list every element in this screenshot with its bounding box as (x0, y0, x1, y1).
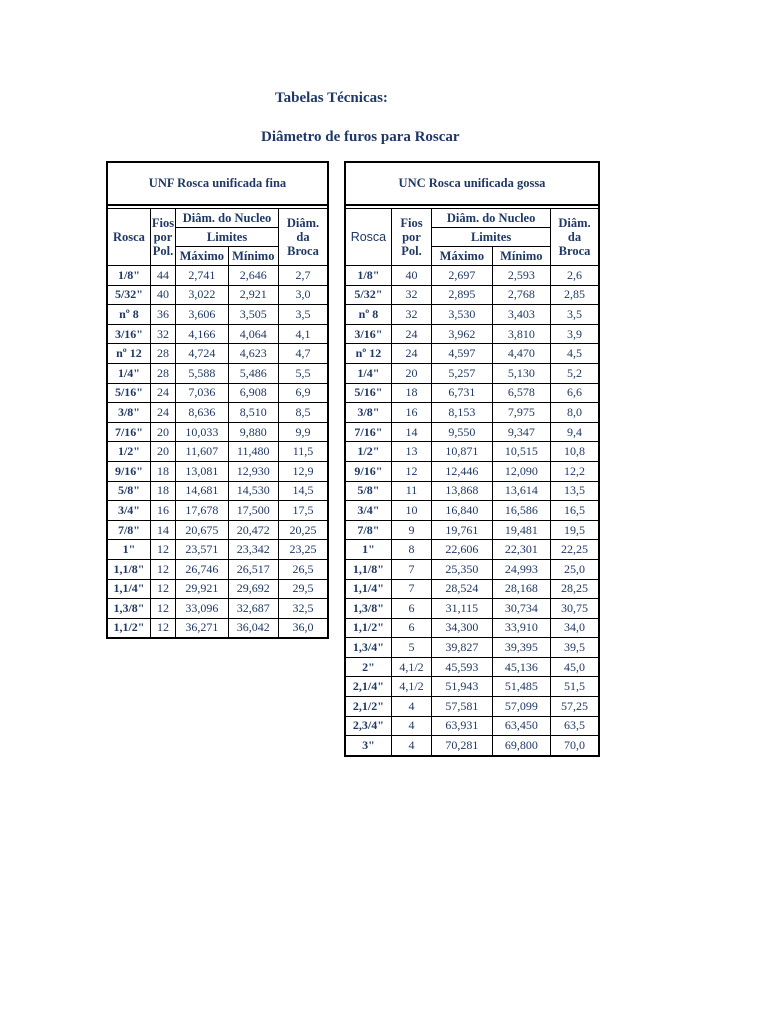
unf-cell-maximo: 14,681 (176, 481, 228, 501)
unc-cell-fios: 4 (391, 736, 431, 756)
unc-cell-fios: 7 (391, 579, 431, 599)
unc-cell-broca: 39,5 (551, 638, 599, 658)
unf-cell-broca: 8,5 (279, 403, 329, 423)
unf-cell-maximo: 20,675 (176, 520, 228, 540)
unf-cell-rosca: 3/8" (107, 403, 150, 423)
unc-cell-minimo: 24,993 (492, 559, 550, 579)
unf-cell-maximo: 2,741 (176, 266, 228, 286)
unc-cell-rosca: 7/16" (345, 422, 391, 442)
unc-cell-maximo: 9,550 (432, 422, 492, 442)
unc-header-rosca: Rosca (345, 209, 391, 266)
unc-cell-minimo: 63,450 (492, 716, 550, 736)
unc-cell-fios: 32 (391, 285, 431, 305)
unc-cell-broca: 51,5 (551, 677, 599, 697)
unc-cell-broca: 3,9 (551, 324, 599, 344)
unc-cell-rosca: 1,3/4" (345, 638, 391, 658)
unc-cell-fios: 40 (391, 266, 431, 286)
unf-cell-broca: 17,5 (279, 501, 329, 521)
unf-cell-maximo: 4,166 (176, 324, 228, 344)
unf-cell-minimo: 32,687 (228, 599, 278, 619)
unf-cell-broca: 5,5 (279, 363, 329, 383)
unf-cell-maximo: 3,022 (176, 285, 228, 305)
unf-cell-minimo: 9,880 (228, 422, 278, 442)
table-row (345, 736, 599, 756)
unc-cell-broca: 3,5 (551, 305, 599, 325)
unf-cell-rosca: 5/16" (107, 383, 150, 403)
unc-cell-broca: 2,85 (551, 285, 599, 305)
table-row (345, 638, 599, 658)
unf-cell-broca: 12,9 (279, 461, 329, 481)
unc-cell-minimo: 33,910 (492, 618, 550, 638)
table-row (107, 540, 328, 560)
unf-cell-fios: 12 (150, 618, 175, 638)
unf-cell-broca: 26,5 (279, 559, 329, 579)
unc-cell-fios: 6 (391, 618, 431, 638)
unf-header-minimo: Mínimo (228, 247, 278, 266)
table-row (107, 383, 328, 403)
unf-cell-rosca: 5/8" (107, 481, 150, 501)
unf-cell-rosca: 7/8" (107, 520, 150, 540)
unc-cell-fios: 32 (391, 305, 431, 325)
unf-cell-fios: 40 (150, 285, 175, 305)
unf-header-broca: Diâm. da Broca (279, 209, 329, 266)
unf-cell-maximo: 3,606 (176, 305, 228, 325)
unc-cell-maximo: 19,761 (432, 520, 492, 540)
unf-cell-rosca: 9/16" (107, 461, 150, 481)
unf-cell-rosca: 1,1/4" (107, 579, 150, 599)
table-row (345, 481, 599, 501)
unf-cell-broca: 32,5 (279, 599, 329, 619)
unc-cell-rosca: 5/16" (345, 383, 391, 403)
unc-cell-maximo: 57,581 (432, 697, 492, 717)
table-row (107, 559, 328, 579)
table-row (107, 324, 328, 344)
table-row (345, 540, 599, 560)
unc-cell-rosca: 3" (345, 736, 391, 756)
unf-cell-maximo: 5,588 (176, 363, 228, 383)
unf-cell-rosca: 3/16" (107, 324, 150, 344)
unc-cell-maximo: 2,697 (432, 266, 492, 286)
unc-cell-maximo: 22,606 (432, 540, 492, 560)
unc-cell-broca: 19,5 (551, 520, 599, 540)
unf-cell-fios: 28 (150, 363, 175, 383)
unf-cell-maximo: 13,081 (176, 461, 228, 481)
table-row (107, 579, 328, 599)
unc-cell-maximo: 4,597 (432, 344, 492, 364)
table-row (345, 344, 599, 364)
unc-cell-rosca: 3/4" (345, 501, 391, 521)
table-row (107, 599, 328, 619)
table-row (107, 422, 328, 442)
unc-cell-minimo: 13,614 (492, 481, 550, 501)
table-row (345, 657, 599, 677)
unf-header-maximo: Máximo (176, 247, 228, 266)
table-row (107, 403, 328, 423)
unc-header-broca: Diâm. da Broca (551, 209, 599, 266)
unc-cell-minimo: 22,301 (492, 540, 550, 560)
unf-cell-rosca: 1/8" (107, 266, 150, 286)
unc-cell-rosca: 1,1/8" (345, 559, 391, 579)
unc-cell-fios: 5 (391, 638, 431, 658)
unf-table-caption: UNF Rosca unificada fina (107, 162, 328, 205)
unc-cell-rosca: 1,3/8" (345, 599, 391, 619)
table-row (345, 305, 599, 325)
unf-cell-broca: 9,9 (279, 422, 329, 442)
table-row (345, 383, 599, 403)
table-row (345, 461, 599, 481)
unc-cell-rosca: 3/8" (345, 403, 391, 423)
unf-cell-broca: 2,7 (279, 266, 329, 286)
unf-cell-minimo: 26,517 (228, 559, 278, 579)
table-row (345, 422, 599, 442)
unf-cell-rosca: 1" (107, 540, 150, 560)
unf-cell-rosca: 1/4" (107, 363, 150, 383)
unc-cell-fios: 4 (391, 716, 431, 736)
unc-cell-rosca: 7/8" (345, 520, 391, 540)
unc-cell-maximo: 39,827 (432, 638, 492, 658)
unf-header-nucleo: Diâm. do Nucleo (176, 209, 279, 228)
unc-cell-maximo: 2,895 (432, 285, 492, 305)
table-row (345, 442, 599, 462)
unc-cell-minimo: 16,586 (492, 501, 550, 521)
unf-cell-rosca: nº 12 (107, 344, 150, 364)
unc-cell-rosca: 1,1/4" (345, 579, 391, 599)
unf-cell-minimo: 3,505 (228, 305, 278, 325)
unc-cell-broca: 25,0 (551, 559, 599, 579)
unc-cell-rosca: 2,1/2" (345, 697, 391, 717)
table-row (107, 305, 328, 325)
unc-cell-maximo: 45,593 (432, 657, 492, 677)
unf-cell-minimo: 12,930 (228, 461, 278, 481)
table-row (107, 363, 328, 383)
unf-cell-minimo: 17,500 (228, 501, 278, 521)
unf-cell-broca: 6,9 (279, 383, 329, 403)
unc-cell-broca: 57,25 (551, 697, 599, 717)
unc-cell-broca: 12,2 (551, 461, 599, 481)
unc-cell-minimo: 45,136 (492, 657, 550, 677)
unc-cell-maximo: 16,840 (432, 501, 492, 521)
unf-cell-broca: 14,5 (279, 481, 329, 501)
unf-cell-rosca: 5/32" (107, 285, 150, 305)
unc-cell-maximo: 12,446 (432, 461, 492, 481)
unc-cell-maximo: 8,153 (432, 403, 492, 423)
table-row (107, 618, 328, 638)
unf-cell-rosca: 7/16" (107, 422, 150, 442)
unc-cell-maximo: 5,257 (432, 363, 492, 383)
unf-cell-maximo: 11,607 (176, 442, 228, 462)
unc-cell-minimo: 9,347 (492, 422, 550, 442)
unc-cell-maximo: 10,871 (432, 442, 492, 462)
unc-cell-minimo: 2,768 (492, 285, 550, 305)
unc-cell-rosca: 5/8" (345, 481, 391, 501)
unf-cell-maximo: 7,036 (176, 383, 228, 403)
unf-cell-fios: 14 (150, 520, 175, 540)
table-row (107, 266, 328, 286)
unf-table-body (107, 266, 328, 639)
unf-cell-rosca: 1,1/2" (107, 618, 150, 638)
unf-cell-broca: 4,1 (279, 324, 329, 344)
unf-thread-table (106, 161, 329, 639)
unc-cell-rosca: 1/4" (345, 363, 391, 383)
unf-cell-rosca: 1,1/8" (107, 559, 150, 579)
unf-cell-rosca: 1,3/8" (107, 599, 150, 619)
unc-cell-maximo: 6,731 (432, 383, 492, 403)
unf-cell-broca: 4,7 (279, 344, 329, 364)
table-row (107, 442, 328, 462)
unc-cell-maximo: 3,530 (432, 305, 492, 325)
unc-cell-fios: 9 (391, 520, 431, 540)
table-row (345, 559, 599, 579)
unc-cell-minimo: 5,130 (492, 363, 550, 383)
unc-cell-broca: 8,0 (551, 403, 599, 423)
unc-cell-fios: 16 (391, 403, 431, 423)
page-subtitle: Diâmetro de furos para Roscar (261, 129, 460, 145)
unc-cell-broca: 2,6 (551, 266, 599, 286)
unc-cell-broca: 13,5 (551, 481, 599, 501)
unc-cell-fios: 4,1/2 (391, 677, 431, 697)
unf-cell-minimo: 6,908 (228, 383, 278, 403)
unf-cell-fios: 44 (150, 266, 175, 286)
unf-cell-fios: 16 (150, 501, 175, 521)
unc-cell-minimo: 4,470 (492, 344, 550, 364)
unc-cell-broca: 45,0 (551, 657, 599, 677)
unc-cell-broca: 63,5 (551, 716, 599, 736)
unc-cell-fios: 7 (391, 559, 431, 579)
unf-cell-rosca: 1/2" (107, 442, 150, 462)
unf-cell-fios: 18 (150, 461, 175, 481)
unf-header-limites: Limites (176, 228, 279, 247)
unc-cell-minimo: 7,975 (492, 403, 550, 423)
table-row (107, 481, 328, 501)
unc-cell-rosca: 1,1/2" (345, 618, 391, 638)
unf-cell-minimo: 36,042 (228, 618, 278, 638)
unc-cell-fios: 24 (391, 344, 431, 364)
unc-cell-rosca: 9/16" (345, 461, 391, 481)
unc-cell-minimo: 57,099 (492, 697, 550, 717)
unf-cell-fios: 12 (150, 579, 175, 599)
unf-cell-maximo: 17,678 (176, 501, 228, 521)
unf-cell-minimo: 5,486 (228, 363, 278, 383)
unf-cell-rosca: nº 8 (107, 305, 150, 325)
unc-cell-fios: 14 (391, 422, 431, 442)
unf-cell-maximo: 4,724 (176, 344, 228, 364)
unf-cell-minimo: 23,342 (228, 540, 278, 560)
unf-cell-minimo: 2,921 (228, 285, 278, 305)
unf-cell-broca: 23,25 (279, 540, 329, 560)
table-row (107, 285, 328, 305)
table-row (345, 697, 599, 717)
unc-cell-rosca: 2" (345, 657, 391, 677)
unc-cell-broca: 5,2 (551, 363, 599, 383)
table-row (107, 520, 328, 540)
unc-cell-rosca: nº 8 (345, 305, 391, 325)
unc-cell-broca: 9,4 (551, 422, 599, 442)
unf-cell-broca: 3,5 (279, 305, 329, 325)
unc-cell-minimo: 19,481 (492, 520, 550, 540)
unf-cell-fios: 24 (150, 403, 175, 423)
unf-cell-minimo: 2,646 (228, 266, 278, 286)
unc-cell-fios: 6 (391, 599, 431, 619)
unf-cell-maximo: 33,096 (176, 599, 228, 619)
unc-cell-minimo: 2,593 (492, 266, 550, 286)
unc-cell-fios: 13 (391, 442, 431, 462)
table-row (345, 579, 599, 599)
unc-cell-broca: 34,0 (551, 618, 599, 638)
unc-cell-minimo: 28,168 (492, 579, 550, 599)
unf-cell-fios: 24 (150, 383, 175, 403)
unc-cell-maximo: 34,300 (432, 618, 492, 638)
unc-cell-fios: 20 (391, 363, 431, 383)
unf-cell-maximo: 8,636 (176, 403, 228, 423)
unc-table-caption: UNC Rosca unificada gossa (345, 162, 599, 205)
table-row (345, 618, 599, 638)
unf-cell-fios: 12 (150, 559, 175, 579)
unc-cell-rosca: 5/32" (345, 285, 391, 305)
table-row (345, 716, 599, 736)
unf-header-fios: Fios por Pol. (150, 209, 175, 266)
unc-cell-minimo: 10,515 (492, 442, 550, 462)
unf-cell-fios: 12 (150, 599, 175, 619)
unf-cell-minimo: 8,510 (228, 403, 278, 423)
unf-cell-minimo: 14,530 (228, 481, 278, 501)
unc-cell-fios: 4,1/2 (391, 657, 431, 677)
unc-cell-rosca: nº 12 (345, 344, 391, 364)
table-row (107, 501, 328, 521)
unf-cell-fios: 20 (150, 442, 175, 462)
unf-cell-fios: 32 (150, 324, 175, 344)
unc-table-body (345, 266, 599, 756)
unf-header-rosca: Rosca (107, 209, 150, 266)
unc-cell-fios: 11 (391, 481, 431, 501)
table-row (345, 677, 599, 697)
table-row (345, 520, 599, 540)
table-row (345, 266, 599, 286)
unc-thread-table (344, 161, 600, 757)
unc-cell-maximo: 13,868 (432, 481, 492, 501)
unc-cell-broca: 10,8 (551, 442, 599, 462)
unc-cell-maximo: 51,943 (432, 677, 492, 697)
unc-cell-fios: 18 (391, 383, 431, 403)
unf-cell-minimo: 4,064 (228, 324, 278, 344)
page-title: Tabelas Técnicas: (275, 90, 388, 106)
unc-cell-minimo: 3,810 (492, 324, 550, 344)
unf-cell-minimo: 4,623 (228, 344, 278, 364)
unc-cell-fios: 12 (391, 461, 431, 481)
unf-cell-fios: 36 (150, 305, 175, 325)
unc-cell-rosca: 1/2" (345, 442, 391, 462)
unf-cell-fios: 28 (150, 344, 175, 364)
unc-cell-maximo: 3,962 (432, 324, 492, 344)
unf-cell-broca: 20,25 (279, 520, 329, 540)
table-row (345, 599, 599, 619)
unc-cell-fios: 8 (391, 540, 431, 560)
unf-cell-minimo: 11,480 (228, 442, 278, 462)
unc-cell-broca: 70,0 (551, 736, 599, 756)
unc-cell-rosca: 2,3/4" (345, 716, 391, 736)
unf-cell-minimo: 29,692 (228, 579, 278, 599)
unc-cell-maximo: 63,931 (432, 716, 492, 736)
unf-cell-rosca: 3/4" (107, 501, 150, 521)
unc-cell-fios: 24 (391, 324, 431, 344)
table-row (345, 363, 599, 383)
table-row (107, 344, 328, 364)
unf-cell-fios: 20 (150, 422, 175, 442)
unc-cell-minimo: 12,090 (492, 461, 550, 481)
unf-cell-broca: 11,5 (279, 442, 329, 462)
unc-cell-maximo: 31,115 (432, 599, 492, 619)
unc-cell-broca: 4,5 (551, 344, 599, 364)
unc-cell-rosca: 2,1/4" (345, 677, 391, 697)
table-row (345, 501, 599, 521)
unf-cell-maximo: 29,921 (176, 579, 228, 599)
unf-cell-fios: 12 (150, 540, 175, 560)
unc-header-nucleo: Diâm. do Nucleo (432, 209, 551, 228)
unc-cell-maximo: 25,350 (432, 559, 492, 579)
unf-cell-fios: 18 (150, 481, 175, 501)
unc-cell-minimo: 69,800 (492, 736, 550, 756)
table-row (345, 403, 599, 423)
unc-cell-fios: 10 (391, 501, 431, 521)
table-row (107, 461, 328, 481)
table-row (345, 285, 599, 305)
unf-cell-broca: 3,0 (279, 285, 329, 305)
unf-cell-broca: 36,0 (279, 618, 329, 638)
unc-cell-rosca: 1" (345, 540, 391, 560)
unf-cell-maximo: 36,271 (176, 618, 228, 638)
unc-cell-broca: 30,75 (551, 599, 599, 619)
unc-cell-broca: 16,5 (551, 501, 599, 521)
unc-cell-broca: 22,25 (551, 540, 599, 560)
unc-header-minimo: Mínimo (492, 247, 550, 266)
unc-cell-maximo: 28,524 (432, 579, 492, 599)
unc-cell-minimo: 51,485 (492, 677, 550, 697)
unc-cell-rosca: 1/8" (345, 266, 391, 286)
unc-cell-minimo: 3,403 (492, 305, 550, 325)
unc-header-maximo: Máximo (432, 247, 492, 266)
unf-cell-maximo: 10,033 (176, 422, 228, 442)
unf-cell-broca: 29,5 (279, 579, 329, 599)
unc-cell-maximo: 70,281 (432, 736, 492, 756)
unc-cell-broca: 28,25 (551, 579, 599, 599)
unf-cell-maximo: 23,571 (176, 540, 228, 560)
unf-cell-maximo: 26,746 (176, 559, 228, 579)
unc-cell-minimo: 6,578 (492, 383, 550, 403)
unc-header-fios: Fios por Pol. (391, 209, 431, 266)
unc-cell-minimo: 39,395 (492, 638, 550, 658)
unc-cell-fios: 4 (391, 697, 431, 717)
unc-header-limites: Limites (432, 228, 551, 247)
unc-cell-minimo: 30,734 (492, 599, 550, 619)
unc-cell-rosca: 3/16" (345, 324, 391, 344)
unc-cell-broca: 6,6 (551, 383, 599, 403)
unf-cell-minimo: 20,472 (228, 520, 278, 540)
table-row (345, 324, 599, 344)
